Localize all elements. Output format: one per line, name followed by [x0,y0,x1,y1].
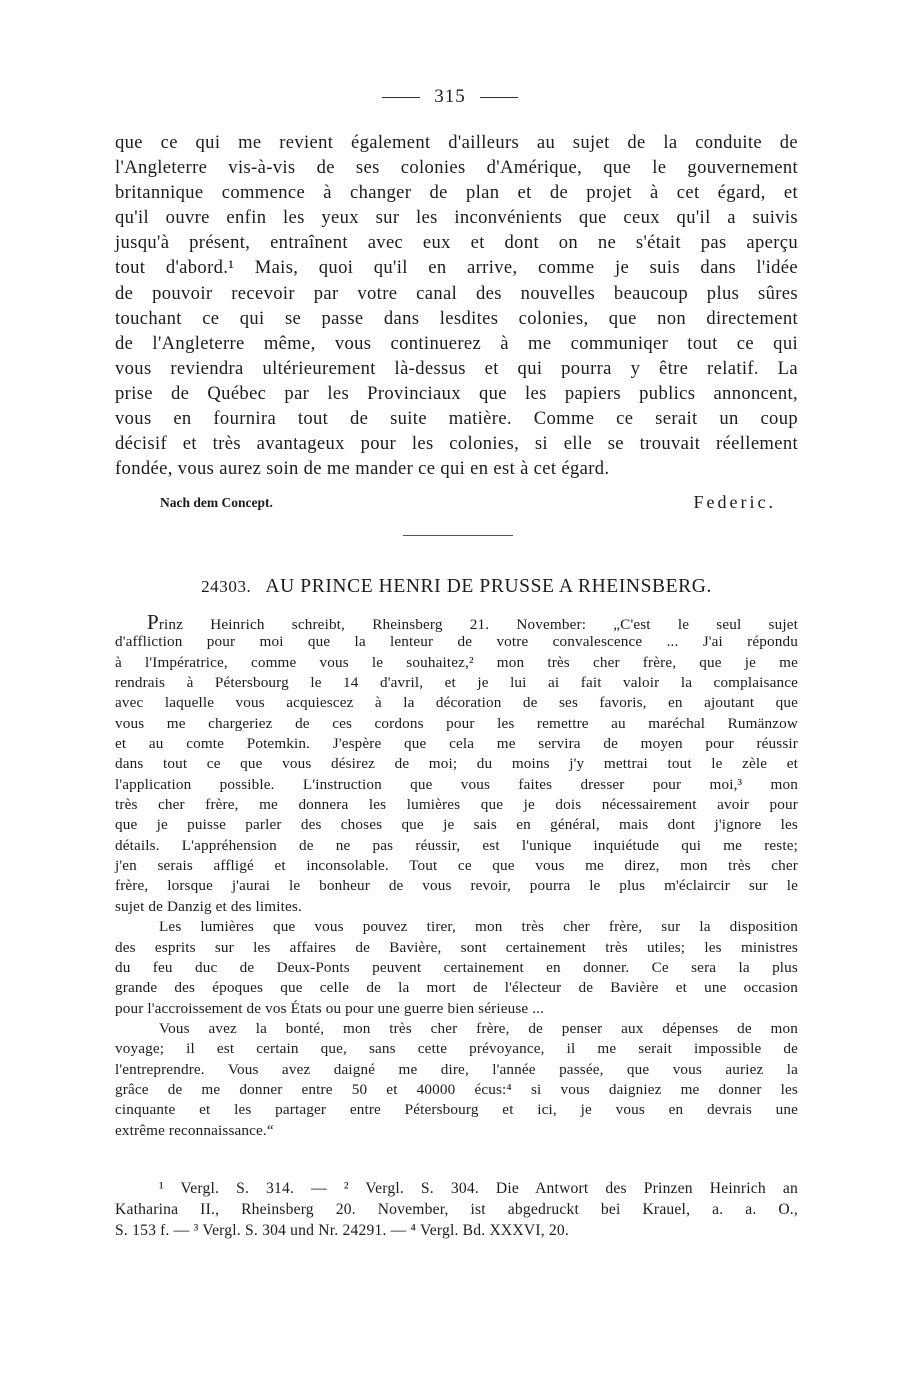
text-line: détails. L'appréhension de ne pas réussir, est l'unique inquiétude qui me reste; [115,836,798,854]
text-line: tout d'abord.¹ Mais, quoi qu'il en arrive, comme je suis dans l'idée [115,257,798,279]
text-line: avec laquelle vous acquiescez à la décoration de ses favoris, en ajoutant que [115,694,798,712]
text-line: d'affliction pour moi que la lenteur de votre convalescence ... J'ai répondu [115,633,798,651]
text-line: voyage; il est certain que, sans cette prévoyance, il me serait impossible de [115,1040,798,1058]
text-line: fondée, vous aurez soin de me mander ce qui en est à cet égard. [115,458,610,480]
text-line: décisif et très avantageux pour les colonies, si elle se trouvait réellement [115,433,798,455]
text-line: et au comte Potemkin. J'espère que cela me servira de moyen pour réussir [115,735,798,753]
text-line: rendrais à Pétersbourg le 14 d'avril, et je lui ai fait valoir la complaisance [115,674,798,692]
footnote-line: S. 153 f. — ³ Vergl. S. 304 und Nr. 24291. — ⁴ Vergl. Bd. XXXVI, 20. [115,1222,569,1239]
text-line: dans tout ce que vous désirez de moi; du moins j'y mettrai tout le zèle et [115,755,798,773]
letter-heading [115,576,798,598]
footnotes [115,1178,798,1241]
letter-conclusion [115,130,798,481]
text-line: jusqu'à présent, entraînent avec eux et dont on ne s'était pas aperçu [115,232,798,254]
text-line: vous en fournira tout de suite matière. Comme ce serait un coup [115,408,798,430]
text-line: extrême reconnaissance.“ [115,1121,274,1139]
text-line: pour l'accroissement de vos États ou pour une guerre bien sérieuse ... [115,999,545,1017]
concept-source-note: Nach dem Concept. [160,495,273,510]
text-line: touchant ce qui se passe dans lesdites colonies, que non directement [115,307,798,329]
text-line: qu'il ouvre enfin les yeux sur les inconvénients que ceux qu'il a suivis [115,207,798,229]
text-line: l'entreprendre. Vous avez daigné me dire, l'année passée, que vous auriez la [115,1060,798,1078]
page-header [0,86,900,108]
text-line: cinquante et les partager entre Pétersbourg et ici, je vous en devrais une [115,1101,798,1119]
text-line: vous me chargeriez de ces cordons pour les remettre au maréchal Rumänzow [115,714,798,732]
footnote-line: ¹ Vergl. S. 314. — ² Vergl. S. 304. Die Antwort des Prinzen Heinrich an [159,1180,798,1197]
text-line: de pouvoir recevoir par votre canal des nouvelles beaucoup plus sûres [115,282,798,304]
text-line: grâce de me donner entre 50 et 40000 écus:⁴ si vous daigniez me donner les [115,1080,798,1098]
text-line: frère, lorsque j'aurai le bonheur de vous revoir, pourra le plus m'éclaircir sur le [115,877,798,895]
text-line: Prinz Heinrich schreibt, Rheinsberg 21. November: „C'est le seul sujet [147,610,798,634]
text-line: j'en serais affligé et inconsolable. Tout ce que vous me direz, mon très cher [115,857,798,875]
letter-title: AU PRINCE HENRI DE PRUSSE A RHEINSBERG. [265,576,712,597]
text-line: prise de Québec par les Provinciaux que les papiers publics annoncent, [115,382,798,404]
text-line: grande des époques que celle de la mort de l'électeur de Bavière et une occasion [115,979,798,997]
text-line: vous reviendra ultérieurement là-dessus et qui pourra y être relatif. La [115,357,798,379]
letter-number: 24303. [201,577,252,596]
text-line: des esprits sur les affaires de Bavière, sont certainement très utiles; les ministres [115,938,798,956]
letter-body [115,612,798,1141]
section-divider [403,535,513,536]
text-line: que ce qui me revient également d'ailleurs au sujet de la conduite de [115,132,798,153]
signature: Federic. [693,492,776,512]
page-number: 315 [434,86,466,107]
text-line: à l'Impératrice, comme vous le souhaitez,² mon très cher frère, que je me [115,653,798,671]
text-line: du feu duc de Deux-Ponts peuvent certainement en donner. Ce sera la plus [115,958,798,976]
text-line: britannique commence à changer de plan et de projet à cet égard, et [115,182,798,204]
footnote-line: Katharina II., Rheinsberg 20. November, ist abgedruckt bei Krauel, a. a. O., [115,1201,798,1218]
text-line: sujet de Danzig et des limites. [115,897,302,915]
text-line: l'Angleterre vis-à-vis de ses colonies d'Amérique, que le gouvernement [115,157,798,179]
text-line: Les lumières que vous pouvez tirer, mon très cher frère, sur la disposition [159,918,798,936]
text-line: de l'Angleterre même, vous continuerez à me communiqer tout ce qui [115,332,798,354]
text-line: l'application possible. L'instruction que vous faites dresser pour moi,³ mon [115,775,798,793]
text-line: Vous avez la bonté, mon très cher frère, de penser aux dépenses de mon [159,1019,798,1037]
source-and-signature [160,492,776,514]
header-dash-left [382,97,420,98]
header-dash-right [480,97,518,98]
text-line: que je puisse parler des choses que je sais en général, mais dont j'ignore les [115,816,798,834]
text-line: très cher frère, me donnera les lumières que je dois nécessairement avoir pour [115,796,798,814]
